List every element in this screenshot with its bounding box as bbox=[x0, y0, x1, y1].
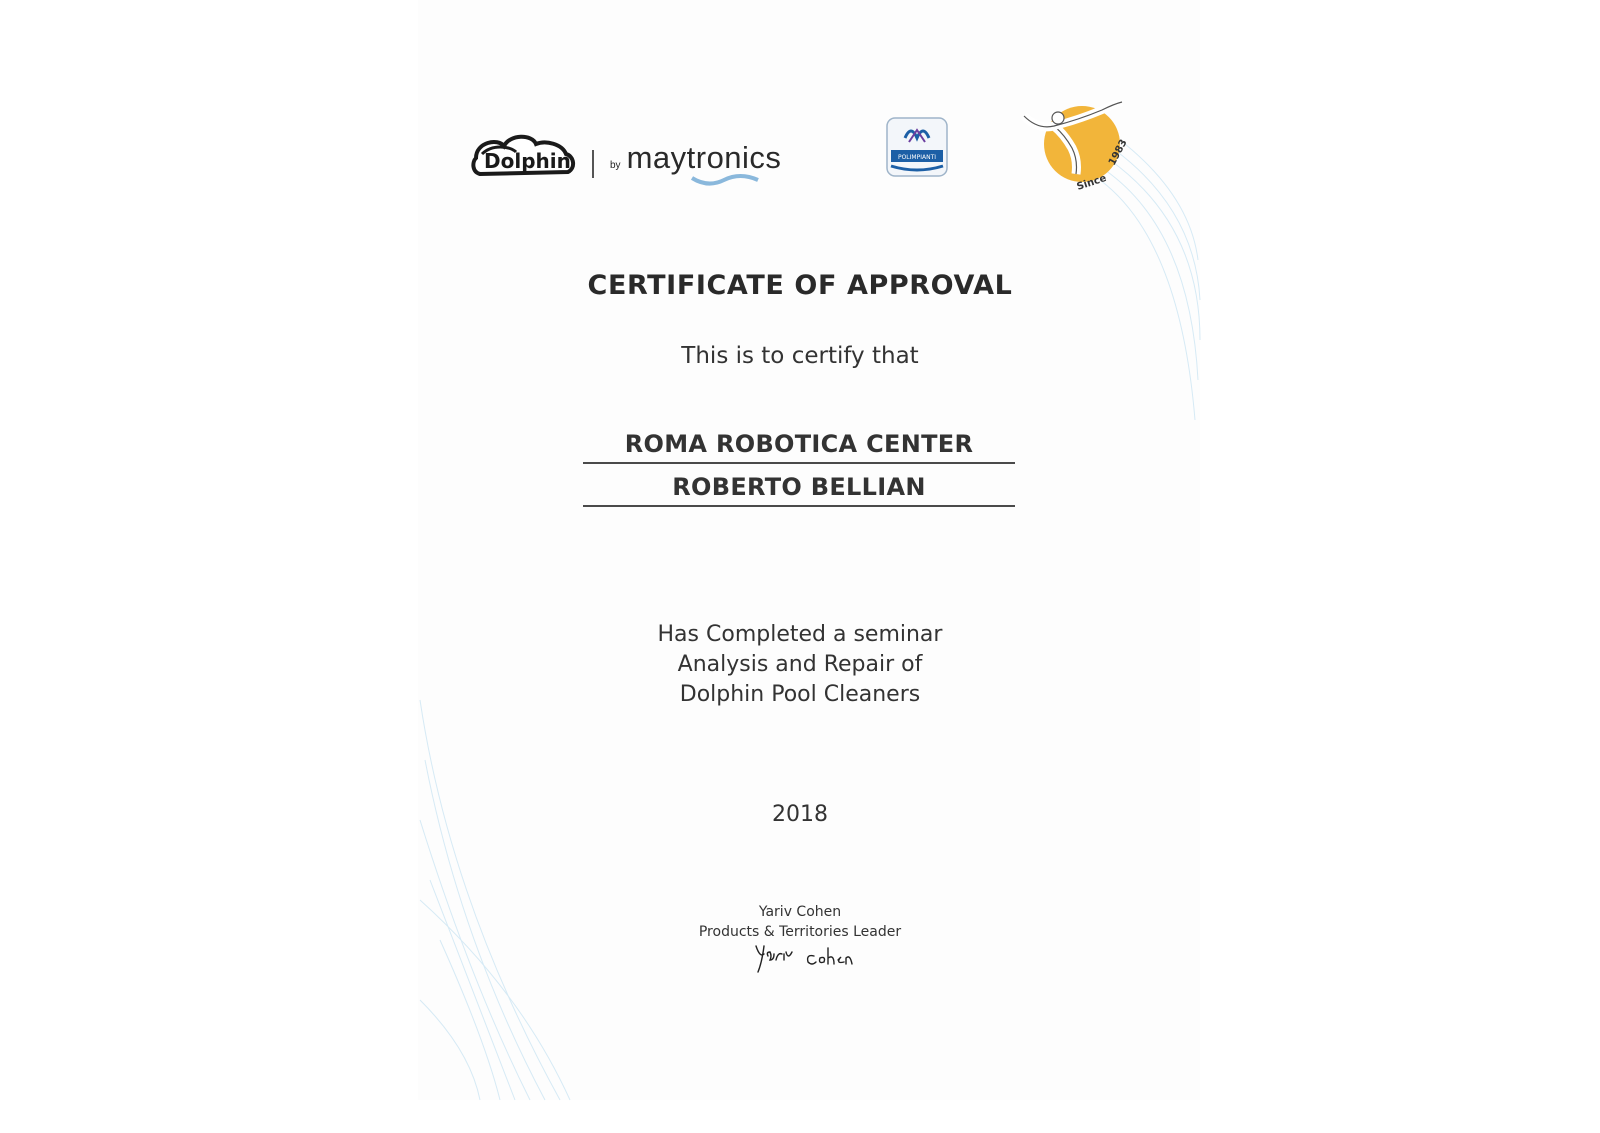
svg-text:1983: 1983 bbox=[1106, 137, 1130, 168]
dolphin-logo-icon bbox=[470, 128, 580, 186]
signatory-name: Yariv Cohen bbox=[758, 904, 842, 920]
recipient-person: ROBERTO BELLIAN bbox=[583, 473, 1015, 507]
maytronics-name: maytronics bbox=[626, 140, 782, 175]
since-1983-logo bbox=[1018, 100, 1150, 194]
certificate-body bbox=[0, 620, 1600, 710]
signatory-role: Products & Territories Leader bbox=[698, 924, 902, 940]
svg-text:Dolphin: Dolphin bbox=[484, 149, 571, 173]
body-line-2: Analysis and Repair of bbox=[677, 652, 923, 677]
maytronics-wave-icon bbox=[690, 170, 760, 190]
maytronics-by-text: by bbox=[610, 160, 621, 171]
polimpianti-logo-icon bbox=[885, 116, 949, 178]
polimpianti-logo bbox=[885, 116, 949, 178]
certificate-year: 2018 bbox=[772, 802, 828, 827]
swimmer-sun-logo-icon bbox=[1018, 100, 1150, 194]
dolphin-logo bbox=[470, 128, 580, 186]
recipient-company: ROMA ROBOTICA CENTER bbox=[583, 430, 1015, 464]
svg-text:Since: Since bbox=[1075, 172, 1108, 193]
svg-text:POLIMPIANTI: POLIMPIANTI bbox=[897, 154, 937, 161]
body-line-1: Has Completed a seminar bbox=[657, 622, 943, 647]
body-line-3: Dolphin Pool Cleaners bbox=[679, 682, 921, 707]
signature-icon bbox=[752, 940, 862, 980]
logo-divider bbox=[592, 150, 594, 178]
certificate-title: CERTIFICATE OF APPROVAL bbox=[587, 270, 1013, 301]
certificate-intro: This is to certify that bbox=[681, 343, 919, 369]
handwritten-signature bbox=[752, 940, 862, 980]
